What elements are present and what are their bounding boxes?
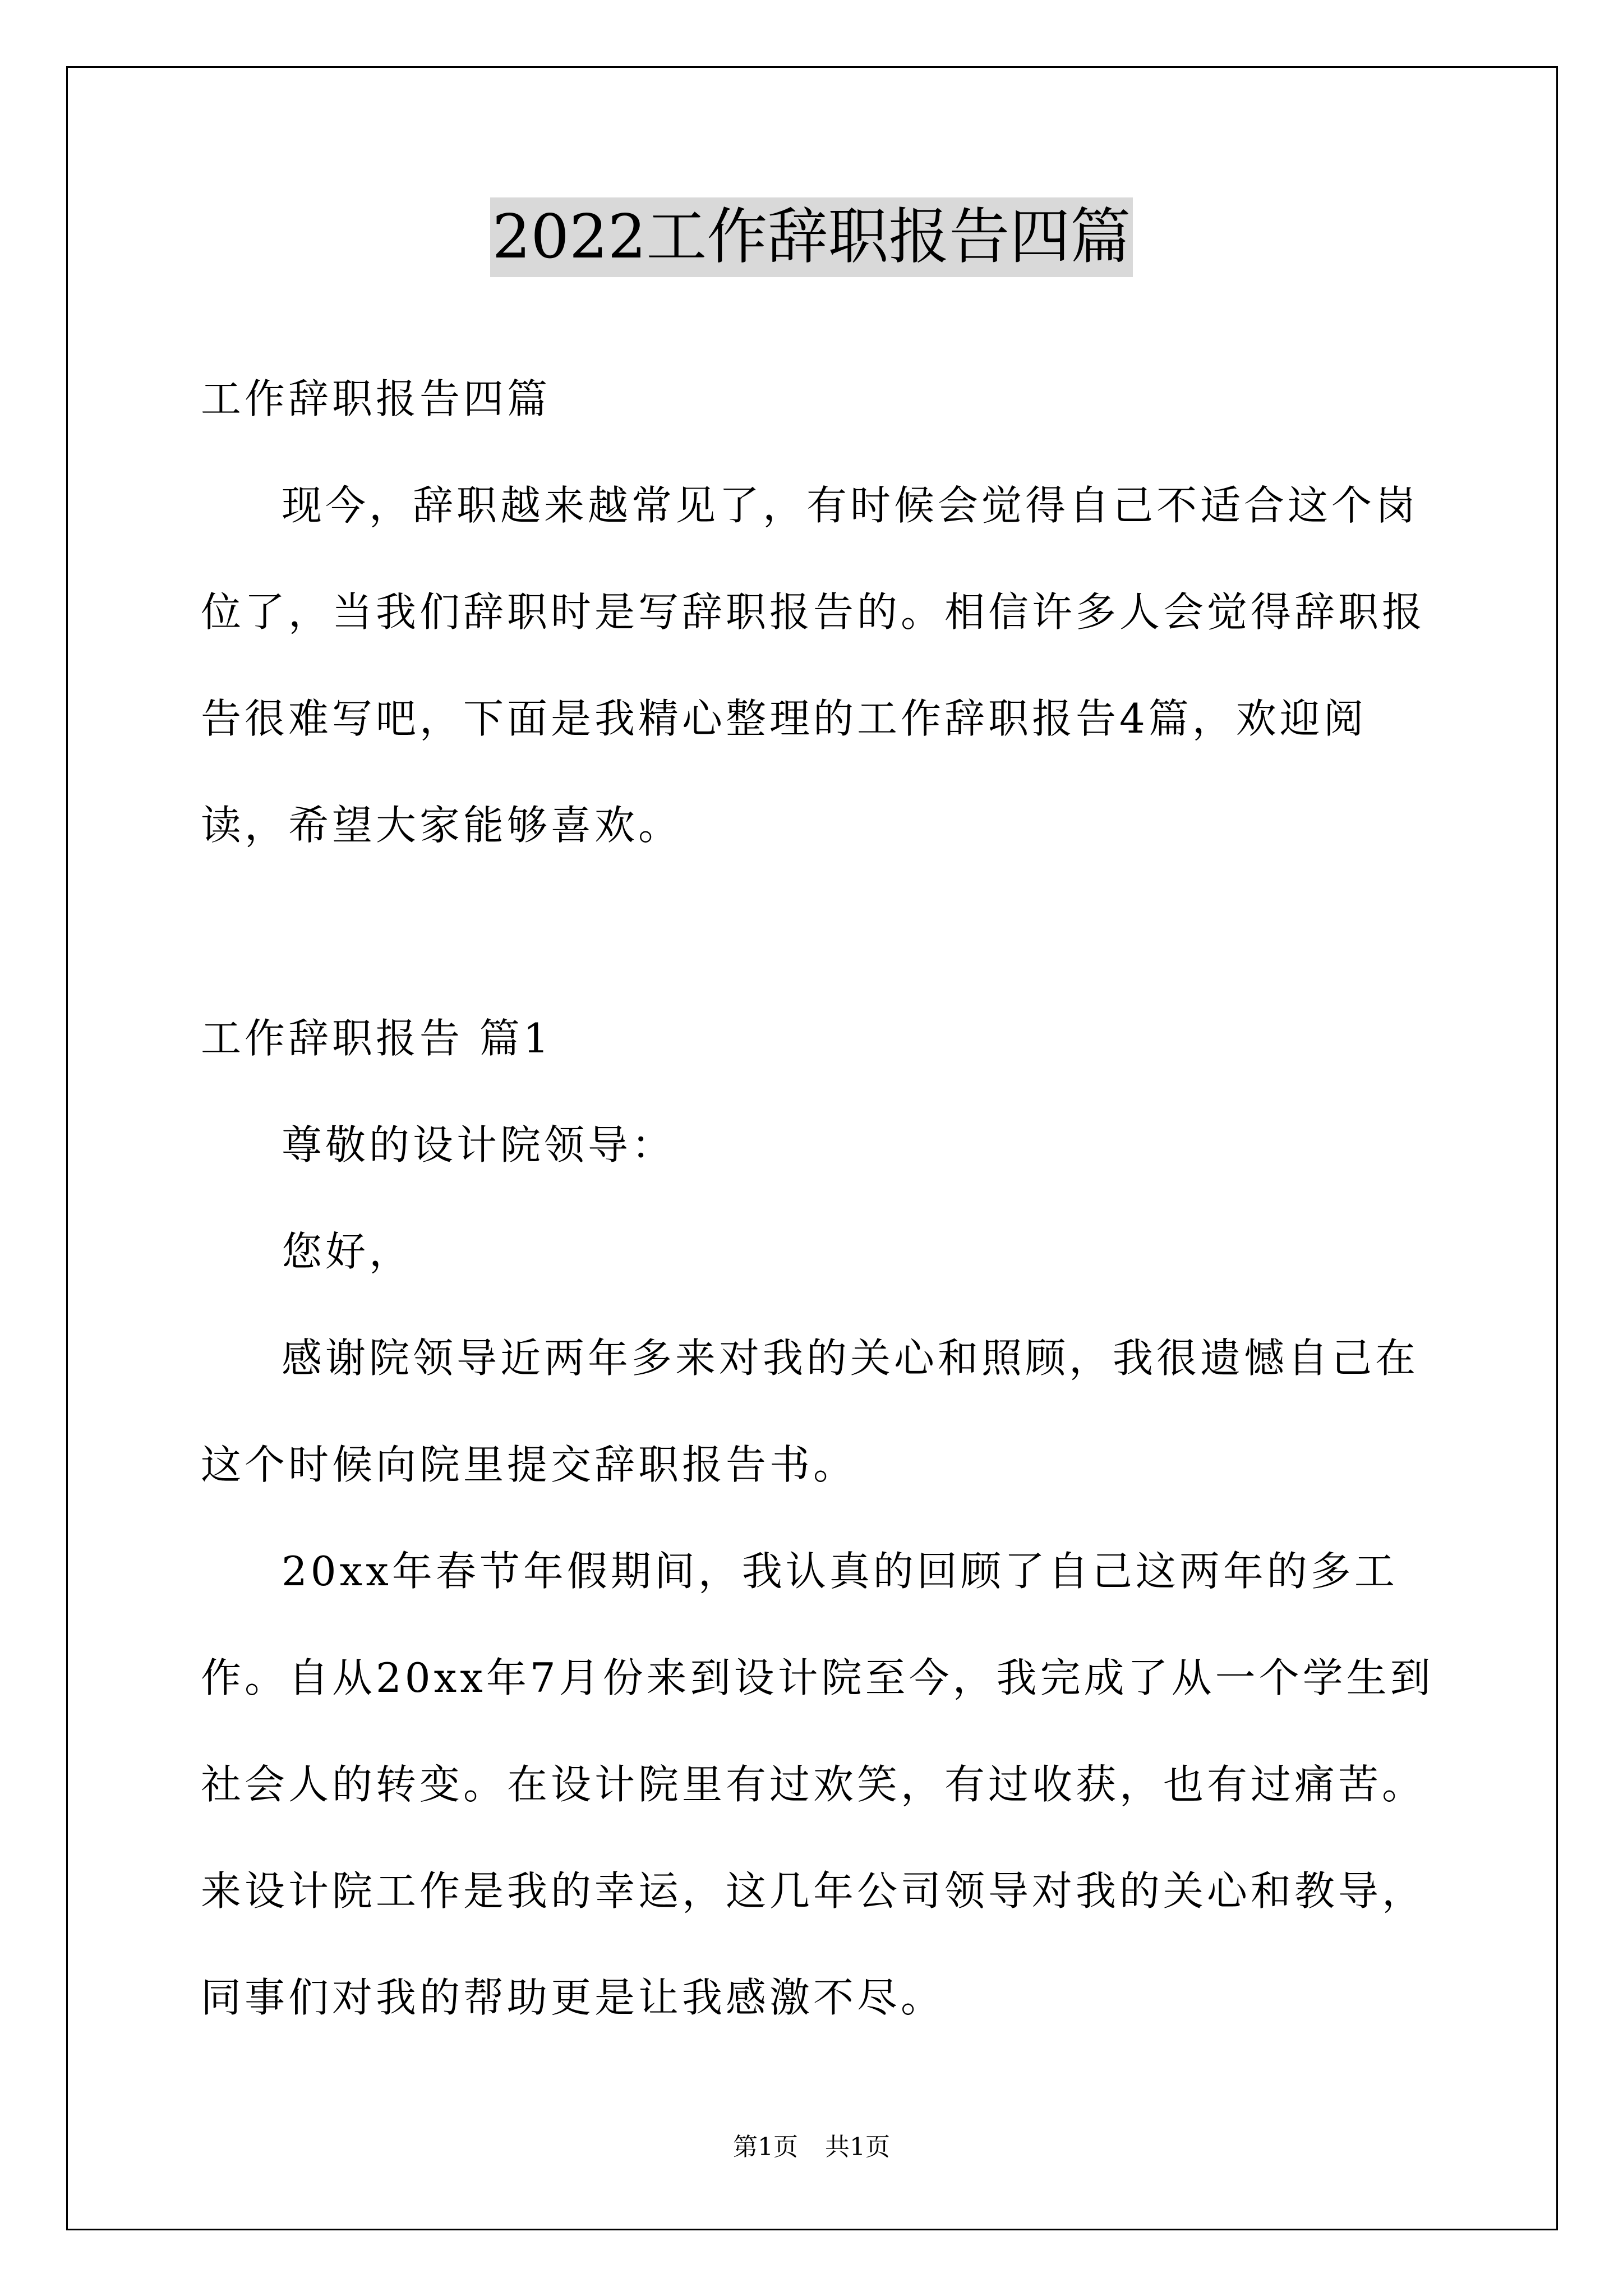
title-container [0,197,1623,277]
paragraph: 工作辞职报告四篇 [201,375,551,422]
paragraph: 20xx年春节年假期间，我认真的回顾了自己这两年的多工作。自从20xx年7月份来到设计院至今，我完成了从一个学生到社会人的转变。在设计院里有过欢笑，有过收获，也有过痛苦。来设计院工作是我的幸运，这几年公司领导对我的关心和教导，同事们对我的帮助更是让我感激不尽。 [201,1548,1434,2021]
paragraph: 感谢院领导近两年多来对我的关心和照顾，我很遗憾自己在这个时候向院里提交辞职报告书。 [201,1335,1419,1488]
document-body [201,346,1435,2051]
page-number: 第1页 [733,2133,798,2161]
page-total: 共1页 [825,2133,890,2161]
document-title: 2022工作辞职报告四篇 [490,197,1133,277]
paragraph: 尊敬的设计院领导： [282,1121,676,1168]
paragraph: 您好， [282,1228,413,1275]
page-footer [0,2131,1623,2164]
section-heading: 工作辞职报告 篇1 [201,1015,552,1062]
paragraph: 现今，辞职越来越常见了，有时候会觉得自己不适合这个岗位了，当我们辞职时是写辞职报告的。相信许多人会觉得辞职报告很难写吧，下面是我精心整理的工作辞职报告4篇，欢迎阅读，希望大家能够喜欢。 [201,482,1426,849]
